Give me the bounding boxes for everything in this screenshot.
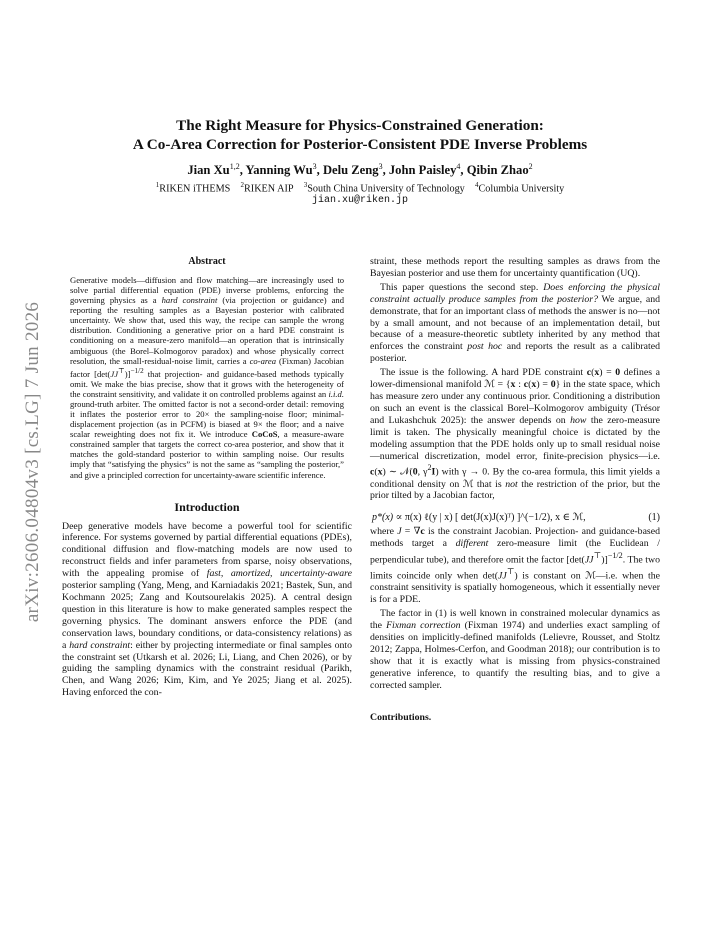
title-line-1: The Right Measure for Physics-Constrained Generation: [176,117,544,134]
intro-paragraph: This paper questions the second step. Does enforcing the physical constraint actually produce samples from the posterior? We argue, and demonstrate, that for an important class of methods the answer is no—not by a small amount, and not because of an implementation detail, but because of a measure-theoretic subtlety inherited by any method that enforces the constraint post hoc and reports the result as a calibrated posterior. [370,281,660,365]
contributions-heading: Contributions. [370,711,432,723]
right-column [370,256,660,724]
intro-paragraph-cont: where J = ∇c is the constraint Jacobian. Projection- and guidance-based methods target a different zero-measure limit (the Euclidean / perpendicular tube), and therefore omit the factor $[\det(JJ^⊤)]^{-1/2}$. The two limits coincide only when det(JJ⊤) is constant on ℳ—i.e. when the constraint sensitivity is spatially homogeneous, which it essentially never is for a PDE. [370,526,661,606]
intro-paragraph: The factor in (1) is well known in constrained molecular dynamics as the Fixman correction (Fixman 1974) and underlies exact sampling of densities on implicitly-defined manifolds (Lelievre, Rousset, and Stoltz 2012; Zappa, Holmes-Cerfon, and Goodman 2018); our contribution is to show that it is exactly what is missing from physics-constrained generative inference, to quantify the resulting bias, and to give a corrected sampler. [370,608,660,691]
paper-title [60,117,660,154]
author: John Paisley$^4$ [388,162,461,178]
introduction-heading: Introduction [174,499,240,514]
arxiv-stamp: arXiv:2606.04804v3 [cs.LG] 7 Jun 2026 [22,301,43,623]
author: Yanning Wu$^3$ [245,162,317,178]
intro-paragraph-cont: straint, these methods report the resulting samples as draws from the Bayesian posterior and use them for uncertainty quantification (UQ). [370,256,660,279]
intro-paragraph: Deep generative models have become a powerful tool for scientific inference. For systems governed by partial differential equations (PDEs), conditional diffusion and flow-matching models are now used to reconstruct fields and infer parameters from sparse, noisy observations, with the appealing promise of fast, amortized, uncertainty-aware posterior sampling (Yang, Meng, and Karniadakis 2021; Bastek, Sun, and Kochmann 2025; Zang and Koutsourelakis 2025). A central design question in this literature is how to make generated samples respect the governing physics. The dominant answers enforce the PDE (and conservation laws, boundary conditions, or data-consistency relations) as a hard constraint: either by projecting intermediate or final samples onto the constraint set (Utkarsh et al. 2026; Li, Liang, and Chen 2026), or by guiding the sampling dynamics with the constraint residual (Parikh, Chen, and Wang 2026; Kim, Kim, and Ye 2025; Jiang et al. 2025). Having enforced the con- [62,520,352,699]
author-list: Jian Xu$^{1,2}$, Yanning Wu$^3$, Delu Zeng$^3$, John Paisley$^4$, Qibin Zhao$^2$ [187,162,533,178]
equation-number: (1) [648,512,660,524]
equation-1: p*(x) ∝ π(x) ℓ(y | x) [ det(J(x)J(x)ᵀ) ]^(−1/2), x ∈ ℳ, (1) [372,512,660,524]
title-line-2: A Co-Area Correction for Posterior-Consistent PDE Inverse Problems [132,135,588,153]
affiliations: $^1$RIKEN iTHEMS $^2$RIKEN AIP $^3$South China University of Technology $^4$Columbia University [155,181,565,195]
abstract-heading: Abstract [188,256,226,267]
intro-paragraph: The issue is the following. A hard PDE constraint c(x) = 0 defines a lower-dimensional manifold ℳ = {x : c(x) = 0} in the state space, which has measure zero under any continuous prior. Conditioning a distribution on such an event is the classical Borel–Kolmogorov ambiguity (Trésor and Lukashchuk 2025): the answer depends on how the zero-measure limit is taken. The physically meaningful choice is dictated by the modeling assumption that the PDE holds only up to small residual noise—numerical discretization, model error, finite-precision physics—i.e. c(x) ∼ 𝒩(0, $\gamma^2I$) with γ → 0. By the co-area formula, this limit yields a conditional density on ℳ that is not the restriction of the prior, but the prior tilted by a Jacobian factor, [370,367,661,502]
abstract-text: Generative models—diffusion and flow matching—are increasingly used to solve partial differential equation (PDE) inverse problems, enforcing the governing physics as a hard constraint (via projection or guidance) and reporting the resulting samples as a Bayesian posterior with calibrated uncertainty. We show that, used this way, the recipe can sample the wrong distribution. Conditioning a generative prior on a hard PDE constraint is conditioning on a measure-zero manifold—an operation that is intrinsically ambiguous (the Borel–Kolmogorov paradox) and whose physically correct resolution, the small-residual-noise limit, carries a co-area (Fixman) Jacobian factor $[\det(JJ^⊤)]^{-1/2}$ that projection- and guidance-based methods typically omit. We make the bias precise, show that it grows with the heterogeneity of the constraint sensitivity, and validate it on controlled problems against an i.i.d. ground-truth arbiter. The omitted factor is not a second-order detail: removing it inflates the posterior error to 20× the sampling-noise floor; minimal-displacement projection (as in PCFM) is biased at 9× the floor; and a naive scalar reweighting does not fix it. We introduce CoCoS, a measure-aware constrained sampler that targets the correct co-area posterior, and show that it matches the gold-standard posterior to within sampling noise. Our results imply that “satisfying the physics” is not the same as “sampling the posterior,” and give a principled correction for uncertainty-aware scientific inference. [70,274,345,480]
author: Qibin Zhao$^2$ [466,162,533,178]
contact-email[interactable]: jian.xu@riken.jp [311,195,408,206]
author: Delu Zeng$^3$ [322,162,383,178]
author: Jian Xu$^{1,2}$ [187,162,240,178]
left-column [62,256,352,699]
